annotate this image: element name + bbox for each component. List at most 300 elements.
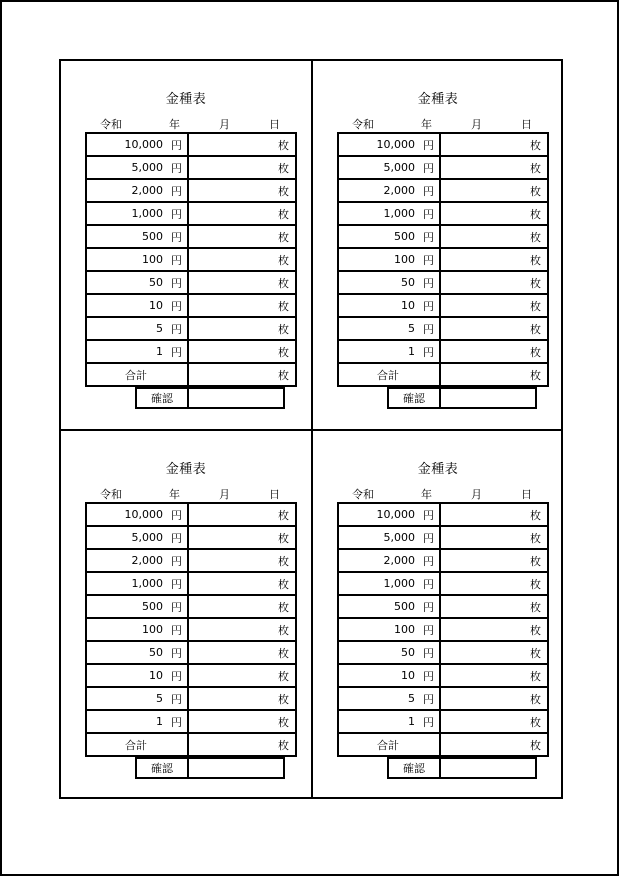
date-year-label: 年 xyxy=(421,488,432,501)
kinshu-sheet xyxy=(59,59,563,799)
count-cell[interactable] xyxy=(440,156,548,179)
denomination-value: 5,000 xyxy=(131,161,163,174)
denomination-cell xyxy=(338,271,440,294)
form-title: 金種表 xyxy=(165,462,207,477)
denomination-value: 1 xyxy=(408,345,415,358)
yen-unit: 円 xyxy=(171,299,182,313)
count-unit: 枚 xyxy=(530,646,541,660)
yen-unit: 円 xyxy=(171,207,182,221)
count-cell[interactable] xyxy=(440,503,548,526)
date-day-label: 日 xyxy=(269,488,280,501)
total-count-cell[interactable] xyxy=(440,733,548,756)
count-unit: 枚 xyxy=(530,253,541,267)
date-era-label: 令和 xyxy=(100,118,122,131)
date-year-label: 年 xyxy=(169,488,180,501)
denomination-cell xyxy=(86,618,188,641)
count-cell[interactable] xyxy=(440,179,548,202)
yen-unit: 円 xyxy=(423,230,434,244)
denomination-table xyxy=(337,132,549,387)
denomination-cell xyxy=(86,248,188,271)
count-unit: 枚 xyxy=(530,715,541,729)
total-label-cell xyxy=(338,363,440,386)
table-row xyxy=(86,248,296,271)
count-unit: 枚 xyxy=(530,345,541,359)
count-unit: 枚 xyxy=(278,207,289,221)
denomination-value: 10,000 xyxy=(124,508,163,521)
yen-unit: 円 xyxy=(423,577,434,591)
table-row xyxy=(338,294,548,317)
table-row xyxy=(338,687,548,710)
yen-unit: 円 xyxy=(171,715,182,729)
denomination-value: 500 xyxy=(142,230,163,243)
date-year-label: 年 xyxy=(421,118,432,131)
count-cell[interactable] xyxy=(188,248,296,271)
denomination-cell xyxy=(338,294,440,317)
count-unit: 枚 xyxy=(278,299,289,313)
denomination-value: 1 xyxy=(156,715,163,728)
denomination-cell xyxy=(338,710,440,733)
denomination-value: 10 xyxy=(401,669,415,682)
confirm-box xyxy=(387,757,537,779)
denomination-value: 500 xyxy=(142,600,163,613)
denomination-cell xyxy=(338,595,440,618)
date-era-label: 令和 xyxy=(352,118,374,131)
table-row xyxy=(86,526,296,549)
denomination-value: 1,000 xyxy=(383,577,415,590)
table-row xyxy=(86,572,296,595)
count-cell[interactable] xyxy=(188,271,296,294)
count-unit: 枚 xyxy=(530,230,541,244)
denomination-value: 5 xyxy=(408,322,415,335)
count-cell[interactable] xyxy=(440,710,548,733)
count-unit: 枚 xyxy=(530,508,541,522)
yen-unit: 円 xyxy=(423,646,434,660)
count-cell[interactable] xyxy=(440,202,548,225)
count-unit: 枚 xyxy=(278,138,289,152)
denomination-value: 1,000 xyxy=(131,207,163,220)
count-unit: 枚 xyxy=(278,161,289,175)
count-unit: 枚 xyxy=(530,161,541,175)
denomination-value: 10,000 xyxy=(376,138,415,151)
table-row xyxy=(86,340,296,363)
count-cell[interactable] xyxy=(188,549,296,572)
denomination-cell xyxy=(338,133,440,156)
denomination-value: 50 xyxy=(401,276,415,289)
denomination-cell xyxy=(86,271,188,294)
denomination-cell xyxy=(86,664,188,687)
count-unit: 枚 xyxy=(278,554,289,568)
total-row xyxy=(86,363,296,386)
total-label: 合計 xyxy=(377,368,399,382)
confirm-stamp-field[interactable] xyxy=(189,389,283,407)
count-unit: 枚 xyxy=(530,322,541,336)
total-label: 合計 xyxy=(377,738,399,752)
denomination-form-top-left xyxy=(61,61,311,429)
denomination-table xyxy=(85,502,297,757)
denomination-value: 1 xyxy=(408,715,415,728)
yen-unit: 円 xyxy=(171,276,182,290)
denomination-value: 10 xyxy=(401,299,415,312)
denomination-cell xyxy=(86,133,188,156)
denomination-cell xyxy=(338,687,440,710)
count-unit: 枚 xyxy=(530,623,541,637)
yen-unit: 円 xyxy=(423,299,434,313)
date-day-label: 日 xyxy=(269,118,280,131)
count-cell[interactable] xyxy=(440,271,548,294)
count-cell[interactable] xyxy=(188,179,296,202)
count-cell[interactable] xyxy=(440,248,548,271)
table-row xyxy=(338,133,548,156)
confirm-label: 確認 xyxy=(389,389,441,407)
confirm-box xyxy=(387,387,537,409)
total-label-cell xyxy=(338,733,440,756)
count-cell[interactable] xyxy=(188,664,296,687)
denomination-cell xyxy=(86,526,188,549)
yen-unit: 円 xyxy=(171,138,182,152)
table-row xyxy=(338,202,548,225)
yen-unit: 円 xyxy=(171,253,182,267)
denomination-cell xyxy=(338,526,440,549)
denomination-value: 100 xyxy=(142,623,163,636)
denomination-value: 1 xyxy=(156,345,163,358)
date-month-label: 月 xyxy=(219,118,230,131)
count-cell[interactable] xyxy=(440,641,548,664)
yen-unit: 円 xyxy=(171,646,182,660)
count-cell[interactable] xyxy=(188,526,296,549)
count-cell[interactable] xyxy=(188,618,296,641)
count-unit: 枚 xyxy=(278,230,289,244)
count-cell[interactable] xyxy=(440,294,548,317)
count-unit: 枚 xyxy=(530,531,541,545)
count-unit: 枚 xyxy=(278,276,289,290)
table-row xyxy=(338,225,548,248)
count-unit: 枚 xyxy=(530,368,541,382)
denomination-cell xyxy=(338,317,440,340)
yen-unit: 円 xyxy=(423,161,434,175)
table-row xyxy=(338,595,548,618)
count-cell[interactable] xyxy=(440,595,548,618)
yen-unit: 円 xyxy=(423,554,434,568)
count-unit: 枚 xyxy=(278,531,289,545)
count-unit: 枚 xyxy=(278,368,289,382)
count-unit: 枚 xyxy=(530,554,541,568)
total-row xyxy=(338,733,548,756)
count-unit: 枚 xyxy=(278,322,289,336)
table-row xyxy=(338,664,548,687)
denomination-value: 2,000 xyxy=(383,554,415,567)
denomination-cell xyxy=(338,179,440,202)
date-day-label: 日 xyxy=(521,488,532,501)
table-row xyxy=(86,664,296,687)
count-cell[interactable] xyxy=(188,503,296,526)
total-count-cell[interactable] xyxy=(188,733,296,756)
yen-unit: 円 xyxy=(423,322,434,336)
table-row xyxy=(86,549,296,572)
yen-unit: 円 xyxy=(171,600,182,614)
count-unit: 枚 xyxy=(278,253,289,267)
denomination-form-top-right xyxy=(313,61,563,429)
denomination-table xyxy=(337,502,549,757)
count-cell[interactable] xyxy=(440,549,548,572)
form-title: 金種表 xyxy=(417,462,459,477)
yen-unit: 円 xyxy=(171,554,182,568)
denomination-value: 100 xyxy=(394,623,415,636)
table-row xyxy=(86,294,296,317)
confirm-stamp-field[interactable] xyxy=(441,759,535,777)
yen-unit: 円 xyxy=(171,230,182,244)
denomination-cell xyxy=(86,179,188,202)
denomination-cell xyxy=(338,202,440,225)
count-cell[interactable] xyxy=(188,156,296,179)
yen-unit: 円 xyxy=(423,345,434,359)
count-cell[interactable] xyxy=(188,595,296,618)
denomination-value: 100 xyxy=(394,253,415,266)
table-row xyxy=(338,340,548,363)
count-cell[interactable] xyxy=(440,687,548,710)
table-row xyxy=(338,618,548,641)
table-row xyxy=(86,156,296,179)
count-unit: 枚 xyxy=(278,646,289,660)
yen-unit: 円 xyxy=(171,623,182,637)
yen-unit: 円 xyxy=(423,623,434,637)
count-cell[interactable] xyxy=(188,225,296,248)
total-count-cell[interactable] xyxy=(440,363,548,386)
denomination-cell xyxy=(338,156,440,179)
denomination-cell xyxy=(338,572,440,595)
count-unit: 枚 xyxy=(530,138,541,152)
count-unit: 枚 xyxy=(278,577,289,591)
table-row xyxy=(86,271,296,294)
yen-unit: 円 xyxy=(423,138,434,152)
count-cell[interactable] xyxy=(188,641,296,664)
table-row xyxy=(338,710,548,733)
count-unit: 枚 xyxy=(278,184,289,198)
denomination-value: 2,000 xyxy=(131,554,163,567)
yen-unit: 円 xyxy=(171,161,182,175)
table-row xyxy=(338,526,548,549)
denomination-form-bottom-left xyxy=(61,431,311,799)
form-title: 金種表 xyxy=(417,92,459,107)
denomination-value: 100 xyxy=(142,253,163,266)
denomination-value: 10 xyxy=(149,669,163,682)
total-row xyxy=(338,363,548,386)
confirm-label: 確認 xyxy=(389,759,441,777)
date-era-label: 令和 xyxy=(100,488,122,501)
denomination-cell xyxy=(86,340,188,363)
yen-unit: 円 xyxy=(423,669,434,683)
table-row xyxy=(86,317,296,340)
count-cell[interactable] xyxy=(440,317,548,340)
yen-unit: 円 xyxy=(171,184,182,198)
denomination-value: 50 xyxy=(401,646,415,659)
count-unit: 枚 xyxy=(278,669,289,683)
denomination-value: 5 xyxy=(408,692,415,705)
denomination-cell xyxy=(86,549,188,572)
denomination-cell xyxy=(86,595,188,618)
yen-unit: 円 xyxy=(423,531,434,545)
denomination-cell xyxy=(338,641,440,664)
date-month-label: 月 xyxy=(471,488,482,501)
yen-unit: 円 xyxy=(423,184,434,198)
yen-unit: 円 xyxy=(171,322,182,336)
yen-unit: 円 xyxy=(423,253,434,267)
yen-unit: 円 xyxy=(171,345,182,359)
count-cell[interactable] xyxy=(440,664,548,687)
table-row xyxy=(338,503,548,526)
table-row xyxy=(338,549,548,572)
yen-unit: 円 xyxy=(171,508,182,522)
denomination-cell xyxy=(86,687,188,710)
count-unit: 枚 xyxy=(530,738,541,752)
table-row xyxy=(86,202,296,225)
count-cell[interactable] xyxy=(440,340,548,363)
yen-unit: 円 xyxy=(423,508,434,522)
denomination-value: 50 xyxy=(149,276,163,289)
denomination-value: 10 xyxy=(149,299,163,312)
total-label: 合計 xyxy=(125,368,147,382)
table-row xyxy=(86,225,296,248)
table-row xyxy=(86,618,296,641)
count-unit: 枚 xyxy=(278,600,289,614)
denomination-cell xyxy=(338,618,440,641)
denomination-value: 10,000 xyxy=(124,138,163,151)
count-cell[interactable] xyxy=(440,618,548,641)
yen-unit: 円 xyxy=(423,276,434,290)
table-row xyxy=(86,710,296,733)
denomination-value: 1,000 xyxy=(131,577,163,590)
count-unit: 枚 xyxy=(278,623,289,637)
yen-unit: 円 xyxy=(423,692,434,706)
count-unit: 枚 xyxy=(530,184,541,198)
count-cell[interactable] xyxy=(440,225,548,248)
denomination-value: 5,000 xyxy=(383,531,415,544)
form-title: 金種表 xyxy=(165,92,207,107)
table-row xyxy=(86,687,296,710)
denomination-cell xyxy=(338,340,440,363)
yen-unit: 円 xyxy=(171,692,182,706)
count-unit: 枚 xyxy=(530,276,541,290)
count-cell[interactable] xyxy=(440,133,548,156)
denomination-cell xyxy=(86,225,188,248)
table-row xyxy=(338,248,548,271)
count-unit: 枚 xyxy=(278,508,289,522)
denomination-cell xyxy=(338,549,440,572)
table-row xyxy=(338,641,548,664)
table-row xyxy=(338,572,548,595)
denomination-cell xyxy=(86,317,188,340)
date-month-label: 月 xyxy=(219,488,230,501)
denomination-value: 2,000 xyxy=(131,184,163,197)
table-row xyxy=(338,271,548,294)
count-unit: 枚 xyxy=(278,715,289,729)
count-unit: 枚 xyxy=(530,600,541,614)
denomination-table xyxy=(85,132,297,387)
denomination-value: 50 xyxy=(149,646,163,659)
count-cell[interactable] xyxy=(188,340,296,363)
count-cell[interactable] xyxy=(188,710,296,733)
denomination-cell xyxy=(86,202,188,225)
denomination-value: 500 xyxy=(394,230,415,243)
denomination-cell xyxy=(86,572,188,595)
total-row xyxy=(86,733,296,756)
denomination-cell xyxy=(86,710,188,733)
count-unit: 枚 xyxy=(530,577,541,591)
yen-unit: 円 xyxy=(423,600,434,614)
count-cell[interactable] xyxy=(440,572,548,595)
denomination-cell xyxy=(338,248,440,271)
table-row xyxy=(86,595,296,618)
table-row xyxy=(86,179,296,202)
count-cell[interactable] xyxy=(188,202,296,225)
confirm-label: 確認 xyxy=(137,389,189,407)
confirm-box xyxy=(135,757,285,779)
total-label-cell xyxy=(86,733,188,756)
count-unit: 枚 xyxy=(530,207,541,221)
date-day-label: 日 xyxy=(521,118,532,131)
count-cell[interactable] xyxy=(188,572,296,595)
table-row xyxy=(338,156,548,179)
total-label-cell xyxy=(86,363,188,386)
count-unit: 枚 xyxy=(530,669,541,683)
count-unit: 枚 xyxy=(530,692,541,706)
date-month-label: 月 xyxy=(471,118,482,131)
count-cell[interactable] xyxy=(188,317,296,340)
confirm-label: 確認 xyxy=(137,759,189,777)
table-row xyxy=(338,317,548,340)
total-label: 合計 xyxy=(125,738,147,752)
denomination-value: 5,000 xyxy=(383,161,415,174)
confirm-stamp-field[interactable] xyxy=(189,759,283,777)
denomination-cell xyxy=(86,156,188,179)
confirm-stamp-field[interactable] xyxy=(441,389,535,407)
date-era-label: 令和 xyxy=(352,488,374,501)
confirm-box xyxy=(135,387,285,409)
yen-unit: 円 xyxy=(423,207,434,221)
denomination-value: 5 xyxy=(156,322,163,335)
denomination-cell xyxy=(86,503,188,526)
table-row xyxy=(86,641,296,664)
count-cell[interactable] xyxy=(188,294,296,317)
yen-unit: 円 xyxy=(423,715,434,729)
denomination-value: 10,000 xyxy=(376,508,415,521)
count-unit: 枚 xyxy=(278,738,289,752)
denomination-value: 1,000 xyxy=(383,207,415,220)
denomination-cell xyxy=(86,294,188,317)
date-year-label: 年 xyxy=(169,118,180,131)
count-cell[interactable] xyxy=(188,687,296,710)
denomination-value: 2,000 xyxy=(383,184,415,197)
yen-unit: 円 xyxy=(171,577,182,591)
denomination-cell xyxy=(338,664,440,687)
table-row xyxy=(86,133,296,156)
yen-unit: 円 xyxy=(171,669,182,683)
count-unit: 枚 xyxy=(278,345,289,359)
count-unit: 枚 xyxy=(530,299,541,313)
total-count-cell[interactable] xyxy=(188,363,296,386)
denomination-form-bottom-right xyxy=(313,431,563,799)
denomination-cell xyxy=(86,641,188,664)
count-cell[interactable] xyxy=(440,526,548,549)
table-row xyxy=(338,179,548,202)
denomination-cell xyxy=(338,225,440,248)
count-unit: 枚 xyxy=(278,692,289,706)
denomination-cell xyxy=(338,503,440,526)
yen-unit: 円 xyxy=(171,531,182,545)
denomination-value: 500 xyxy=(394,600,415,613)
denomination-value: 5 xyxy=(156,692,163,705)
table-row xyxy=(86,503,296,526)
count-cell[interactable] xyxy=(188,133,296,156)
